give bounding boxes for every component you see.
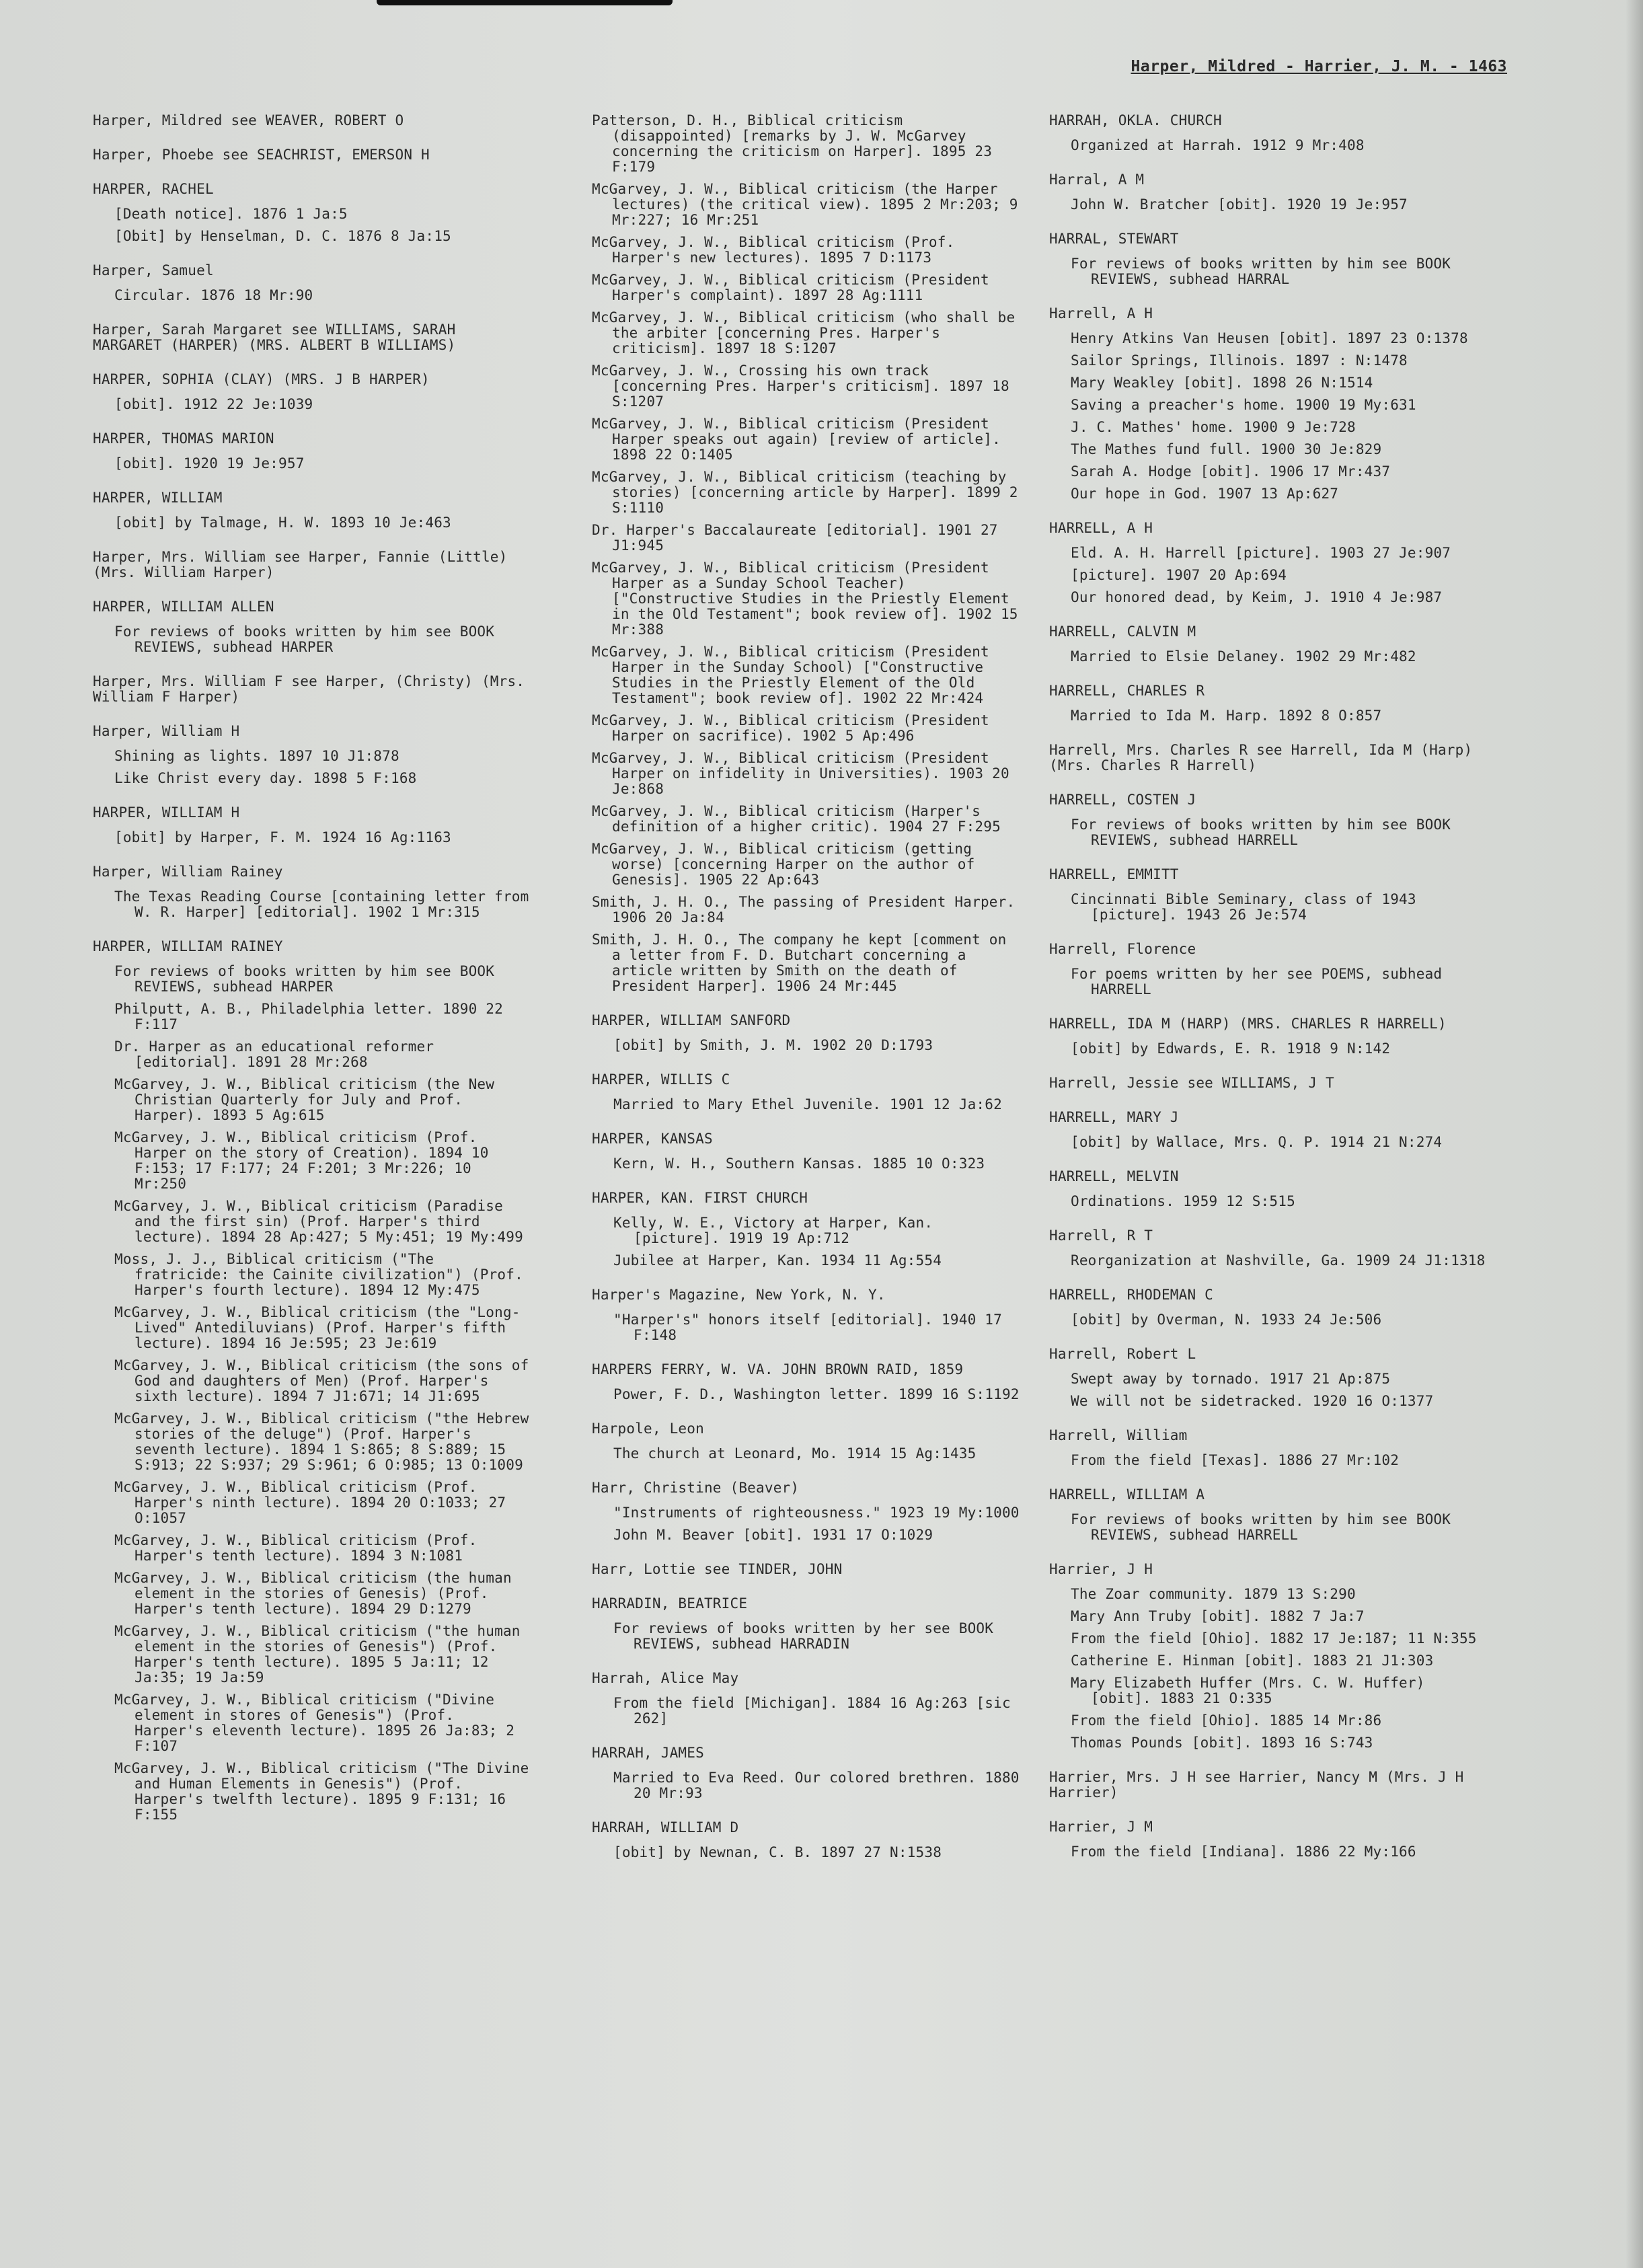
citation-line: Like Christ every day. 1898 5 F:168 <box>114 770 417 786</box>
index-entry <box>1049 624 1486 665</box>
index-entry <box>93 182 530 244</box>
entry-heading: HARRELL, CHARLES R <box>1049 683 1205 699</box>
index-entry <box>1049 113 1486 153</box>
citation-line: Mary Elizabeth Huffer (Mrs. C. W. Huffer) [obit]. 1883 21 O:335 <box>1071 1675 1434 1706</box>
index-entry <box>93 673 533 705</box>
citation-line: Sarah A. Hodge [obit]. 1906 17 Mr:437 <box>1071 463 1391 480</box>
citation-line: Dr. Harper's Baccalaureate [editorial]. 1901 27 J1:945 <box>592 522 1007 554</box>
entry-heading: Harpole, Leon <box>592 1421 704 1437</box>
entry-heading: Harper, Mrs. William F see Harper, (Christy) (Mrs. William F Harper) <box>93 673 533 705</box>
citation-line: Sailor Springs, Illinois. 1897 : N:1478 <box>1071 352 1408 369</box>
index-entry <box>93 550 530 580</box>
citation-line: "Instruments of righteousness." 1923 19 My:1000 <box>613 1505 1020 1521</box>
citation-line: Married to Elsie Delaney. 1902 29 Mr:482 <box>1071 648 1416 665</box>
index-entry <box>592 1820 1022 1860</box>
entry-heading: Harrell, Jessie see WILLIAMS, J T <box>1049 1075 1334 1091</box>
citation-line: McGarvey, J. W., Biblical criticism (President Harper as a Sunday School Teacher) ["Constructive Studies in the Priestly Element in the Old Testament"; book review of]. 1902 15 Mr:388 <box>592 560 1027 638</box>
index-entry <box>592 1013 1022 1053</box>
index-entry <box>1049 792 1486 848</box>
entry-heading: Harper, William Rainey <box>93 864 283 880</box>
index-entry <box>1049 1075 1486 1091</box>
index-entry <box>1049 1770 1486 1801</box>
entry-heading: HARPER, WILLIAM H <box>93 804 240 821</box>
index-entry <box>1049 172 1486 213</box>
entry-heading: HARPER, RACHEL <box>93 181 214 197</box>
citation-line: Dr. Harper as an educational reformer [editorial]. 1891 28 Mr:268 <box>114 1038 443 1070</box>
index-entry <box>592 1562 1022 1577</box>
entry-heading: Harrell, Mrs. Charles R see Harrell, Ida M (Harp) (Mrs. Charles R Harrell) <box>1049 742 1482 773</box>
index-column-1 <box>93 112 538 1842</box>
citation-line: Married to Ida M. Harp. 1892 8 O:857 <box>1071 708 1382 724</box>
entry-heading: HARPER, WILLIS C <box>592 1071 730 1088</box>
citation-line: McGarvey, J. W., Biblical criticism ("The Divine and Human Elements in Genesis") (Prof. Harper's twelfth lecture). 1895 9 F:131; 16 F:155 <box>114 1760 538 1823</box>
citation-line: For reviews of books written by him see BOOK REVIEWS, subhead HARRAL <box>1071 256 1459 287</box>
citation-line: Moss, J. J., Biblical criticism ("The fratricide: the Cainite civilization") (Prof. Harper's fourth lecture). 1894 12 My:475 <box>114 1251 532 1298</box>
citation-line: Married to Mary Ethel Juvenile. 1901 12 Ja:62 <box>613 1096 1002 1112</box>
entry-heading: Harrell, Florence <box>1049 941 1196 957</box>
index-entry <box>592 1596 1022 1652</box>
citation-line: The Zoar community. 1879 13 S:290 <box>1071 1586 1356 1602</box>
citation-line: McGarvey, J. W., Biblical criticism (Prof. Harper's tenth lecture). 1894 3 N:1081 <box>114 1532 486 1564</box>
entry-heading: Harrell, R T <box>1049 1227 1153 1244</box>
citation-line: For reviews of books written by him see BOOK REVIEWS, subhead HARPER <box>114 623 503 655</box>
entry-heading: Harper's Magazine, New York, N. Y. <box>592 1287 886 1303</box>
citation-line: J. C. Mathes' home. 1900 9 Je:728 <box>1071 419 1356 435</box>
citation-line: Cincinnati Bible Seminary, class of 1943 [picture]. 1943 26 Je:574 <box>1071 891 1425 923</box>
index-entry <box>592 1131 1022 1172</box>
citation-line: [obit] by Newnan, C. B. 1897 27 N:1538 <box>613 1844 942 1860</box>
citation-line: From the field [Texas]. 1886 27 Mr:102 <box>1071 1452 1400 1468</box>
citation-line: McGarvey, J. W., Biblical criticism (Prof. Harper's ninth lecture). 1894 20 O:1033; 27 O:1057 <box>114 1479 515 1526</box>
index-column-3 <box>1049 113 1486 1879</box>
citation-line: McGarvey, J. W., Biblical criticism (Paradise and the first sin) (Prof. Harper's third lecture). 1894 28 Ap:427; 5 My:451; 19 My:499 <box>114 1198 523 1245</box>
entry-heading: HARRELL, RHODEMAN C <box>1049 1287 1214 1303</box>
citation-line: [Obit] by Henselman, D. C. 1876 8 Ja:15 <box>114 228 451 244</box>
index-entry <box>1049 1487 1486 1543</box>
index-column-2 <box>592 112 1028 1879</box>
citation-line: McGarvey, J. W., Biblical criticism (the sons of God and daughters of Men) (Prof. Harper's sixth lecture). 1894 7 J1:671; 14 J1:695 <box>114 1357 538 1404</box>
index-entry <box>592 1072 1022 1112</box>
entry-heading: HARRELL, A H <box>1049 520 1153 536</box>
entry-heading: Harper, Samuel <box>93 262 214 278</box>
index-entry <box>93 322 530 353</box>
citation-line: The church at Leonard, Mo. 1914 15 Ag:1435 <box>613 1445 977 1462</box>
citation-line: "Harper's" honors itself [editorial]. 1940 17 F:148 <box>613 1312 1011 1343</box>
citation-line: McGarvey, J. W., Biblical criticism ("the human element in the stories of Genesis") (Prof. Harper's tenth lecture). 1895 5 Ja:11; 12 Ja:35; 19 Ja:59 <box>114 1623 529 1686</box>
index-entry <box>93 864 538 920</box>
citation-line: Organized at Harrah. 1912 9 Mr:408 <box>1071 137 1365 153</box>
entry-heading: HARRELL, MARY J <box>1049 1109 1179 1125</box>
entry-heading: Harrell, A H <box>1049 305 1153 322</box>
index-entry <box>1049 1110 1486 1150</box>
index-entry <box>592 1745 1028 1801</box>
citation-line: Our hope in God. 1907 13 Ap:627 <box>1071 486 1339 502</box>
entry-heading: Harper, Mrs. William see Harper, Fannie (Little) (Mrs. William Harper) <box>93 549 517 580</box>
citation-line: [obit] by Talmage, H. W. 1893 10 Je:463 <box>114 515 451 531</box>
citation-line: McGarvey, J. W., Biblical criticism (the "Long-Lived" Antediluvians) (Prof. Harper's fifth lecture). 1894 16 Je:595; 23 Je:619 <box>114 1304 521 1351</box>
citation-line: Saving a preacher's home. 1900 19 My:631 <box>1071 397 1416 413</box>
citation-line: [obit] by Smith, J. M. 1902 20 D:1793 <box>613 1037 933 1053</box>
citation-line: McGarvey, J. W., Biblical criticism (President Harper in the Sunday School) ["Constructive Studies in the Priestly Element of the Old Testament"; book review of]. 1902 22 Mr:424 <box>592 644 998 706</box>
citation-line: For reviews of books written by her see BOOK REVIEWS, subhead HARRADIN <box>613 1620 1002 1652</box>
citation-line: Patterson, D. H., Biblical criticism (disappointed) [remarks by J. W. McGarvey concerning the criticism on Harper]. 1895 23 F:179 <box>592 112 1001 175</box>
citation-line: Philputt, A. B., Philadelphia letter. 1890 22 F:117 <box>114 1001 512 1032</box>
citation-line: [obit] by Harper, F. M. 1924 16 Ag:1163 <box>114 829 451 845</box>
entry-heading: Harper, Sarah Margaret see WILLIAMS, SARAH MARGARET (HARPER) (MRS. ALBERT B WILLIAMS) <box>93 322 465 353</box>
citation-line: From the field [Ohio]. 1885 14 Mr:86 <box>1071 1712 1382 1729</box>
citation-line: From the field [Ohio]. 1882 17 Je:187; 11 N:355 <box>1071 1630 1477 1647</box>
entry-heading: Harral, A M <box>1049 172 1145 188</box>
citation-line: [obit]. 1920 19 Je:957 <box>114 455 305 471</box>
entry-heading: HARPERS FERRY, W. VA. JOHN BROWN RAID, 1859 <box>592 1361 964 1377</box>
citation-line: Thomas Pounds [obit]. 1893 16 S:743 <box>1071 1735 1373 1751</box>
entry-heading: HARRAH, JAMES <box>592 1745 704 1761</box>
citation-line: [Death notice]. 1876 1 Ja:5 <box>114 206 348 222</box>
entry-heading: HARPER, KAN. FIRST CHURCH <box>592 1190 808 1206</box>
citation-line: [obit] by Edwards, E. R. 1918 9 N:142 <box>1071 1041 1391 1057</box>
scan-right-shadow <box>1626 0 1643 2268</box>
citation-line: For reviews of books written by him see BOOK REVIEWS, subhead HARRELL <box>1071 817 1459 848</box>
index-entry <box>1049 1287 1486 1328</box>
entry-heading: HARPER, WILLIAM ALLEN <box>93 599 274 615</box>
citation-line: Henry Atkins Van Heusen [obit]. 1897 23 O:1378 <box>1071 330 1468 346</box>
citation-line: Kelly, W. E., Victory at Harper, Kan. [picture]. 1919 19 Ap:712 <box>613 1215 942 1246</box>
citation-line: McGarvey, J. W., Biblical criticism (getting worse) [concerning Harper on the author of Genesis]. 1905 22 Ap:643 <box>592 841 984 888</box>
index-entry <box>1049 1562 1486 1751</box>
citation-line: John W. Bratcher [obit]. 1920 19 Je:957 <box>1071 196 1408 213</box>
entry-heading: HARPER, THOMAS MARION <box>93 430 274 447</box>
index-entry <box>1049 306 1486 502</box>
entry-heading: HARRADIN, BEATRICE <box>592 1595 748 1612</box>
citation-line: McGarvey, J. W., Biblical criticism (Prof. Harper's new lectures). 1895 7 D:1173 <box>592 234 964 266</box>
index-entry <box>93 263 530 303</box>
citation-line: Catherine E. Hinman [obit]. 1883 21 J1:303 <box>1071 1653 1434 1669</box>
citation-line: McGarvey, J. W., Biblical criticism (President Harper's complaint). 1897 28 Ag:1111 <box>592 272 998 303</box>
citation-line: [obit]. 1912 22 Je:1039 <box>114 396 313 412</box>
entry-heading: Harrell, Robert L <box>1049 1346 1196 1362</box>
citation-line: McGarvey, J. W., Biblical criticism (Harper's definition of a higher critic). 1904 27 F:295 <box>592 803 1001 835</box>
entry-heading: HARRELL, COSTEN J <box>1049 792 1196 808</box>
citation-line: McGarvey, J. W., Crossing his own track [concerning Pres. Harper's criticism]. 1897 18 S:1207 <box>592 363 1018 410</box>
citation-line: From the field [Michigan]. 1884 16 Ag:263 [sic 262] <box>613 1695 1020 1727</box>
index-entry <box>93 599 530 655</box>
entry-heading: Harr, Lottie see TINDER, JOHN <box>592 1561 843 1577</box>
citation-line: McGarvey, J. W., Biblical criticism (President Harper on sacrifice). 1902 5 Ap:496 <box>592 712 998 744</box>
citation-line: Kern, W. H., Southern Kansas. 1885 10 O:323 <box>613 1156 985 1172</box>
index-entry <box>592 112 1027 994</box>
index-entry <box>1049 1228 1486 1269</box>
citation-line: For reviews of books written by him see BOOK REVIEWS, subhead HARRELL <box>1071 1511 1459 1543</box>
entry-heading: HARPER, KANSAS <box>592 1131 713 1147</box>
entry-heading: HARRELL, EMMITT <box>1049 866 1179 882</box>
index-entry <box>93 805 530 845</box>
citation-line: McGarvey, J. W., Biblical criticism (the Harper lectures) (the critical view). 1895 2 Mr:203; 9 Mr:227; 16 Mr:251 <box>592 181 1027 228</box>
entry-heading: Harrell, William <box>1049 1427 1188 1443</box>
index-entry <box>93 490 530 531</box>
index-entry <box>93 113 530 128</box>
citation-line: [picture]. 1907 20 Ap:694 <box>1071 567 1287 583</box>
citation-line: Reorganization at Nashville, Ga. 1909 24 J1:1318 <box>1071 1252 1486 1269</box>
citation-line: Circular. 1876 18 Mr:90 <box>114 287 313 303</box>
citation-line: McGarvey, J. W., Biblical criticism (teaching by stories) [concerning article by Harper]. 1899 2 S:1110 <box>592 469 1027 516</box>
citation-line: McGarvey, J. W., Biblical criticism ("Divine element in stores of Genesis") (Prof. Harper's eleventh lecture). 1895 26 Ja:83; 2 F:107 <box>114 1692 523 1754</box>
citation-line: For poems written by her see POEMS, subhead HARRELL <box>1071 966 1451 997</box>
citation-line: From the field [Indiana]. 1886 22 My:166 <box>1071 1844 1416 1860</box>
index-entry <box>592 1480 1022 1543</box>
index-entry <box>1049 683 1486 724</box>
citation-line: McGarvey, J. W., Biblical criticism (the New Christian Quarterly for July and Prof. Harper). 1893 5 Ag:615 <box>114 1076 503 1123</box>
citation-line: Eld. A. H. Harrell [picture]. 1903 27 Je:907 <box>1071 545 1451 561</box>
citation-line: Jubilee at Harper, Kan. 1934 11 Ag:554 <box>613 1252 942 1269</box>
entry-heading: HARPER, WILLIAM <box>93 490 223 506</box>
index-entry <box>93 147 530 163</box>
index-entry <box>592 1190 1022 1269</box>
index-entry <box>1049 867 1486 923</box>
entry-heading: HARRELL, CALVIN M <box>1049 623 1196 640</box>
citation-line: Mary Ann Truby [obit]. 1882 7 Ja:7 <box>1071 1608 1365 1624</box>
citation-line: Smith, J. H. O., The passing of President Harper. 1906 20 Ja:84 <box>592 894 1024 925</box>
running-header: Harper, Mildred - Harrier, J. M. - 1463 <box>1131 58 1507 75</box>
index-entry <box>592 1362 1022 1402</box>
index-entry <box>93 431 530 471</box>
index-entry <box>93 372 530 412</box>
entry-heading: Harrier, J M <box>1049 1819 1153 1835</box>
scan-top-edge <box>377 0 673 5</box>
citation-line: Power, F. D., Washington letter. 1899 16 S:1192 <box>613 1386 1020 1402</box>
index-entry <box>1049 1819 1486 1860</box>
entry-heading: HARRELL, IDA M (HARP) (MRS. CHARLES R HARRELL) <box>1049 1016 1447 1032</box>
index-entry <box>592 1287 1022 1343</box>
citation-line: John M. Beaver [obit]. 1931 17 O:1029 <box>613 1527 933 1543</box>
entry-heading: Harrier, J H <box>1049 1561 1153 1577</box>
index-entry <box>93 724 530 786</box>
citation-line: Swept away by tornado. 1917 21 Ap:875 <box>1071 1371 1391 1387</box>
citation-line: Shining as lights. 1897 10 J1:878 <box>114 748 399 764</box>
entry-heading: HARPER, WILLIAM RAINEY <box>93 938 283 954</box>
index-entry <box>1049 1428 1486 1468</box>
entry-heading: Harr, Christine (Beaver) <box>592 1480 800 1496</box>
index-entry <box>592 1421 1022 1462</box>
index-entry <box>1049 231 1486 287</box>
citation-line: McGarvey, J. W., Biblical criticism (who shall be the arbiter [concerning Pres. Harper's criticism]. 1897 18 S:1207 <box>592 309 1024 356</box>
citation-line: Our honored dead, by Keim, J. 1910 4 Je:987 <box>1071 589 1443 605</box>
citation-line: McGarvey, J. W., Biblical criticism (Prof. Harper on the story of Creation). 1894 10 F:153; 17 F:177; 24 F:201; 3 Mr:226; 10 Mr:250 <box>114 1129 498 1192</box>
citation-line: The Mathes fund full. 1900 30 Je:829 <box>1071 441 1382 457</box>
entry-heading: HARRAH, OKLA. CHURCH <box>1049 112 1222 128</box>
index-entry <box>1049 743 1486 773</box>
entry-heading: Harrier, Mrs. J H see Harrier, Nancy M (Mrs. J H Harrier) <box>1049 1769 1473 1801</box>
index-entry <box>93 938 538 1823</box>
entry-heading: Harper, Phoebe see SEACHRIST, EMERSON H <box>93 147 430 163</box>
entry-heading: Harper, William H <box>93 723 240 739</box>
citation-line: For reviews of books written by him see BOOK REVIEWS, subhead HARPER <box>114 963 503 995</box>
index-entry <box>1049 1347 1486 1409</box>
index-entry <box>592 1671 1022 1727</box>
citation-line: We will not be sidetracked. 1920 16 O:1377 <box>1071 1393 1434 1409</box>
entry-heading: HARRAH, WILLIAM D <box>592 1819 739 1836</box>
citation-line: [obit] by Wallace, Mrs. Q. P. 1914 21 N:274 <box>1071 1134 1443 1150</box>
citation-line: The Texas Reading Course [containing letter from W. R. Harper] [editorial]. 1902 1 Mr:315 <box>114 889 538 920</box>
index-entry <box>1049 521 1486 605</box>
citation-line: McGarvey, J. W., Biblical criticism (President Harper on infidelity in Universities). 1903 20 Je:868 <box>592 750 1018 797</box>
entry-heading: HARRELL, MELVIN <box>1049 1168 1179 1184</box>
citation-line: McGarvey, J. W., Biblical criticism (President Harper speaks out again) [review of article]. 1898 22 O:1405 <box>592 416 1009 463</box>
citation-line: McGarvey, J. W., Biblical criticism ("the Hebrew stories of the deluge") (Prof. Harper's seventh lecture). 1894 1 S:865; 8 S:889; 15 S:913; 22 S:937; 29 S:961; 6 O:985; 13 O:1009 <box>114 1410 538 1473</box>
citation-line: [obit] by Overman, N. 1933 24 Je:506 <box>1071 1312 1382 1328</box>
citation-line: McGarvey, J. W., Biblical criticism (the human element in the stories of Genesis) (Prof. Harper's tenth lecture). 1894 29 D:1279 <box>114 1570 521 1617</box>
entry-heading: HARRAL, STEWART <box>1049 231 1179 247</box>
index-entry <box>1049 1169 1486 1209</box>
index-entry <box>1049 942 1486 997</box>
entry-heading: Harrah, Alice May <box>592 1670 739 1686</box>
entry-heading: HARRELL, WILLIAM A <box>1049 1486 1205 1503</box>
citation-line: Married to Eva Reed. Our colored brethren. 1880 20 Mr:93 <box>613 1770 1028 1801</box>
index-entry <box>1049 1016 1486 1057</box>
entry-heading: Harper, Mildred see WEAVER, ROBERT O <box>93 112 404 128</box>
entry-heading: HARPER, SOPHIA (CLAY) (MRS. J B HARPER) <box>93 371 430 387</box>
citation-line: Mary Weakley [obit]. 1898 26 N:1514 <box>1071 375 1373 391</box>
citation-line: Ordinations. 1959 12 S:515 <box>1071 1193 1295 1209</box>
citation-line: Smith, J. H. O., The company he kept [comment on a letter from F. D. Butchart concerning a article written by Smith on the death of President Harper]. 1906 24 Mr:445 <box>592 932 1016 994</box>
entry-heading: HARPER, WILLIAM SANFORD <box>592 1012 791 1028</box>
